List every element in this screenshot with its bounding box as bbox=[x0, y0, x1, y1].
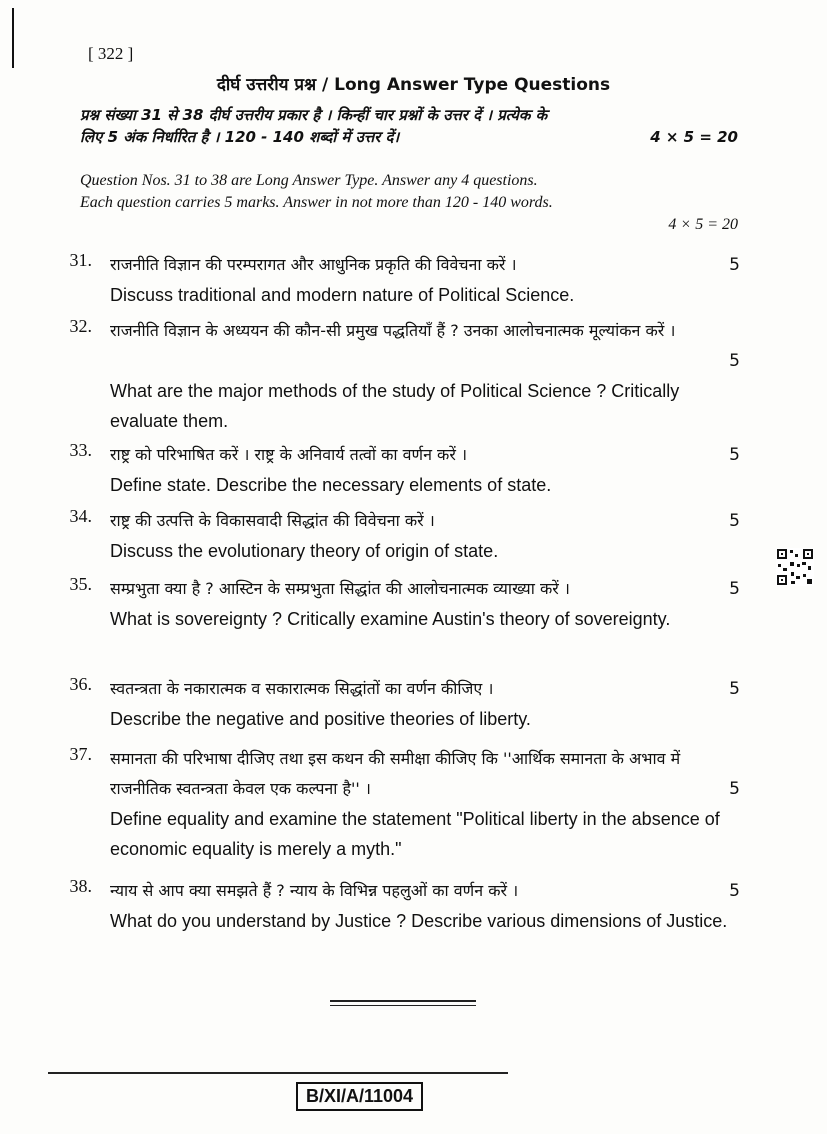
footer-rule bbox=[48, 1072, 508, 1074]
paper-code: B/XI/A/11004 bbox=[296, 1082, 423, 1111]
question-number: 34. bbox=[69, 506, 92, 526]
instructions-hindi-line2: लिए 5 अंक निर्धारित है । 120 - 140 शब्दों में उत्तर दें। bbox=[80, 128, 400, 146]
question-number: 38. bbox=[69, 876, 92, 896]
page-number: [ 322 ] bbox=[88, 44, 134, 63]
margin-line bbox=[12, 8, 14, 68]
question-35 bbox=[50, 574, 740, 634]
question-number: 31. bbox=[69, 250, 92, 270]
question-hindi: समानता की परिभाषा दीजिए तथा इस कथन की समीक्षा कीजिए कि ''आर्थिक समानता के अभाव में राजनीतिक स्वतन्त्रता केवल एक कल्पना है'' । bbox=[110, 749, 681, 798]
question-number: 37. bbox=[69, 744, 92, 764]
question-hindi: राजनीति विज्ञान की परम्परागत और आधुनिक प्रकृति की विवेचना करें । bbox=[110, 255, 517, 274]
question-hindi: राष्ट्र की उत्पत्ति के विकासवादी सिद्धांत की विवेचना करें । bbox=[110, 511, 435, 530]
question-31 bbox=[50, 250, 740, 310]
question-number: 35. bbox=[69, 574, 92, 594]
question-37 bbox=[50, 744, 740, 864]
question-english: Discuss the evolutionary theory of origin of state. bbox=[110, 541, 499, 561]
question-marks: 5 bbox=[729, 351, 740, 371]
question-33 bbox=[50, 440, 740, 500]
question-number: 36. bbox=[69, 674, 92, 694]
instructions-hindi-line1: प्रश्न संख्या 31 से 38 दीर्घ उत्तरीय प्रकार है । किन्हीं चार प्रश्नों के उत्तर दें । प्रत्येक के bbox=[80, 106, 548, 124]
end-divider bbox=[330, 1005, 476, 1006]
question-marks: 5 bbox=[729, 255, 740, 275]
question-hindi: न्याय से आप क्या समझते हैं ? न्याय के विभिन्न पहलुओं का वर्णन करें । bbox=[110, 881, 519, 900]
question-marks: 5 bbox=[729, 881, 740, 901]
question-hindi: राष्ट्र को परिभाषित करें । राष्ट्र के अनिवार्य तत्वों का वर्णन करें । bbox=[110, 445, 468, 464]
question-marks: 5 bbox=[729, 779, 740, 799]
question-34 bbox=[50, 506, 740, 566]
qr-code-icon bbox=[776, 548, 814, 586]
question-36 bbox=[50, 674, 740, 734]
question-number: 32. bbox=[69, 316, 92, 336]
instructions-hindi-marks: 4 × 5 = 20 bbox=[650, 128, 738, 146]
question-marks: 5 bbox=[729, 679, 740, 699]
question-marks: 5 bbox=[729, 579, 740, 599]
question-32 bbox=[50, 316, 740, 436]
question-english: Define equality and examine the statement "Political liberty in the absence of economic equality is merely a myth." bbox=[110, 809, 720, 859]
instructions-english bbox=[80, 170, 738, 236]
instructions-hindi bbox=[80, 104, 738, 148]
question-hindi: स्वतन्त्रता के नकारात्मक व सकारात्मक सिद्धांतों का वर्णन कीजिए । bbox=[110, 679, 494, 698]
instructions-english-marks: 4 × 5 = 20 bbox=[668, 216, 738, 233]
section-heading: दीर्घ उत्तरीय प्रश्न / Long Answer Type Questions bbox=[216, 75, 611, 95]
question-english: What is sovereignty ? Critically examine Austin's theory of sovereignty. bbox=[110, 609, 671, 629]
question-english: What do you understand by Justice ? Describe various dimensions of Justice. bbox=[110, 911, 728, 931]
question-hindi: राजनीति विज्ञान के अध्ययन की कौन-सी प्रमुख पद्धतियाँ हैं ? उनका आलोचनात्मक मूल्यांकन करें । bbox=[110, 321, 676, 340]
question-hindi: सम्प्रभुता क्या है ? आस्टिन के सम्प्रभुता सिद्धांत की आलोचनात्मक व्याख्या करें । bbox=[110, 579, 570, 598]
question-english: Define state. Describe the necessary elements of state. bbox=[110, 475, 552, 495]
question-number: 33. bbox=[69, 440, 92, 460]
question-english: Describe the negative and positive theories of liberty. bbox=[110, 709, 531, 729]
question-marks: 5 bbox=[729, 511, 740, 531]
end-divider bbox=[330, 1000, 476, 1002]
instructions-english-line2: Each question carries 5 marks. Answer in not more than 120 - 140 words. bbox=[80, 194, 553, 211]
question-38 bbox=[50, 876, 740, 936]
question-english: What are the major methods of the study of Political Science ? Critically evaluate them. bbox=[110, 381, 680, 431]
question-english: Discuss traditional and modern nature of Political Science. bbox=[110, 285, 575, 305]
instructions-english-line1: Question Nos. 31 to 38 are Long Answer Type. Answer any 4 questions. bbox=[80, 172, 538, 189]
question-marks: 5 bbox=[729, 445, 740, 465]
